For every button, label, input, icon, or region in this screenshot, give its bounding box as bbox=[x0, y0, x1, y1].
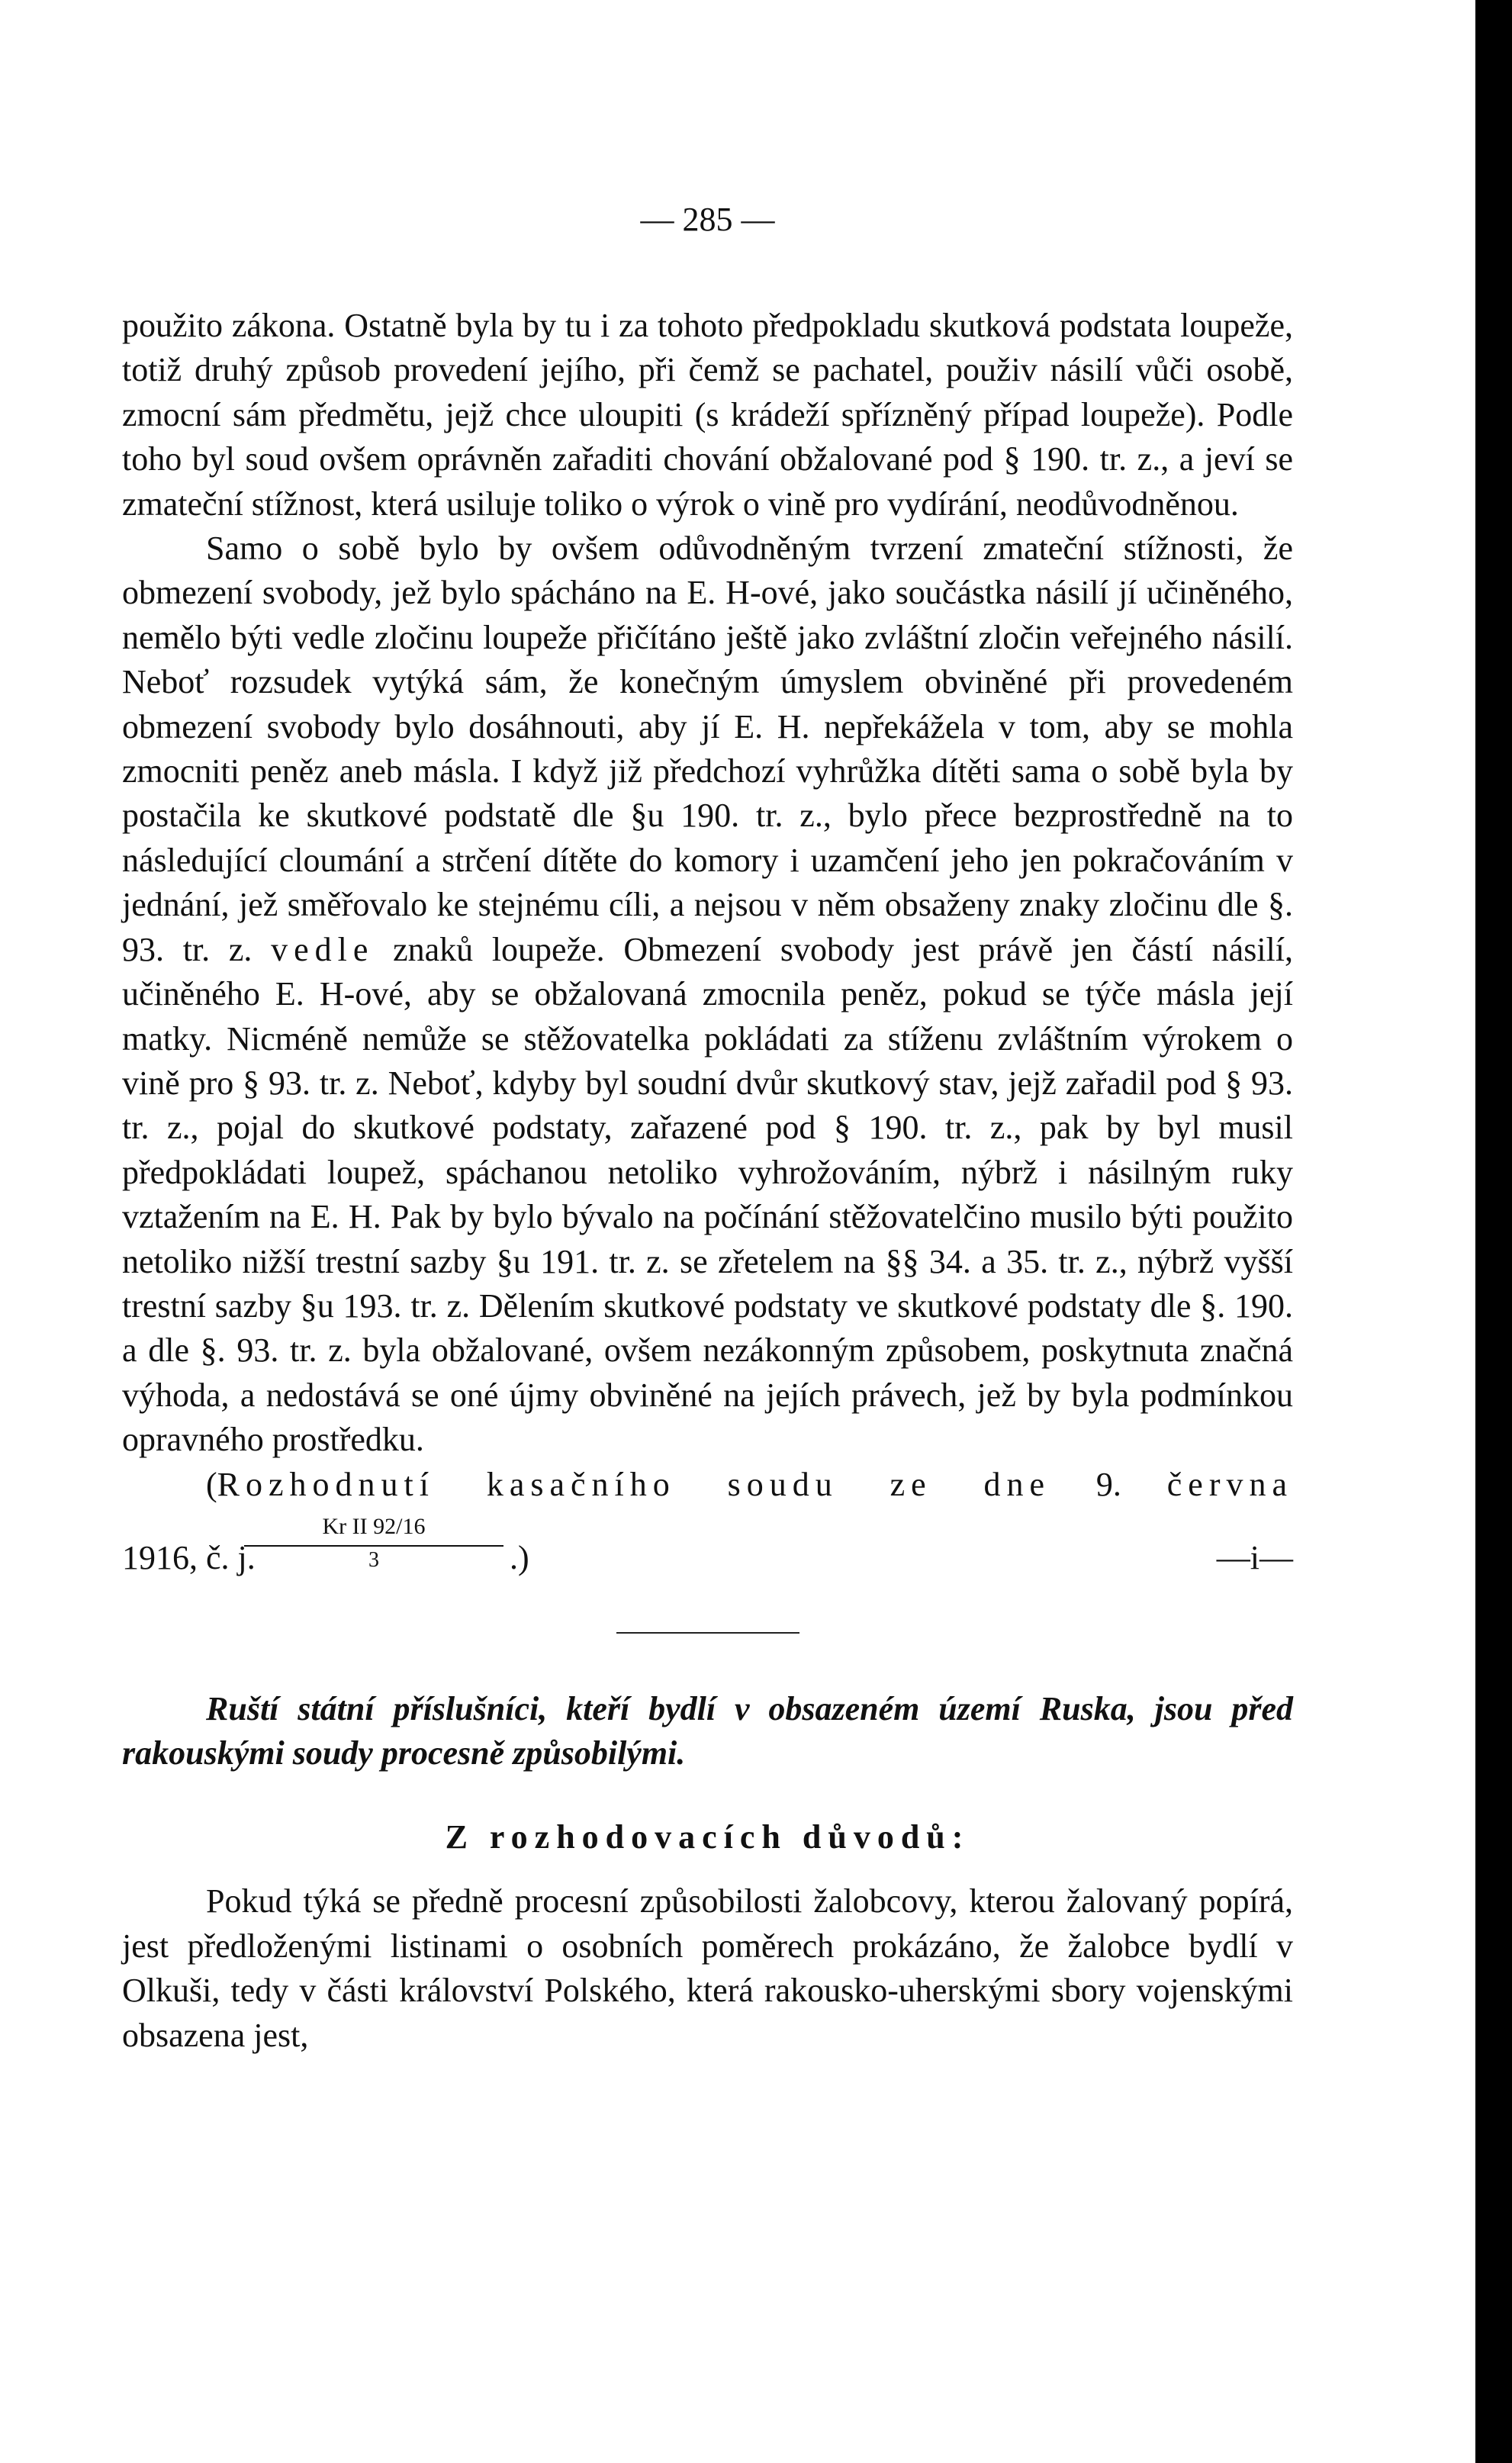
spaced-word-vedle: vedle bbox=[271, 930, 375, 968]
headnote: Ruští státní příslušníci, kteří bydlí v obsazeném území Ruska, jsou před rakouskými soudy procesně způsobilými. bbox=[122, 1689, 1293, 1772]
section-heading: Z rozhodovacích důvodů: bbox=[445, 1817, 970, 1856]
file-number-numerator: Kr II 92/16 bbox=[322, 1513, 426, 1539]
paragraph-2 bbox=[122, 526, 1293, 1463]
citation-month: června bbox=[1166, 1465, 1294, 1503]
paragraph-2-part-a: Samo o sobě bylo by ovšem odůvodněným tvrzení zmateční stížnosti, že obmezení svobody, jež bylo spácháno na E. H-ové, jako součástka násilí jí učiněného, nemělo býti vedle zločinu loupeže přičítáno ještě jako zvláštní zločin veřejného násilí. Neboť rozsudek vytýká sám, že konečným úmyslem obviněné při provedeném obmezení svobody bylo dosáhnouti, aby jí E. H. nepřekážela v tom, aby se mohla zmocniti peněz aneb másla. I když již předchozí vyhrůžka dítěti sama o sobě byla by postačila ke skutkové podstatě dle §u 190. tr. z., bylo přece bezprostředně na to následující cloumání a strčení dítěte do komory i uzamčení jeho jen pokračováním v jednání, jež směřovalo ke stejnému cíli, a nejsou v něm obsaženy znaky zločinu dle §. 93. tr. z. bbox=[122, 530, 1293, 968]
file-number-denominator: 3 bbox=[368, 1547, 379, 1572]
citation-file-number bbox=[244, 1512, 503, 1571]
paragraph-2-part-b: znaků loupeže. Obmezení svobody jest právě jen částí násilí, učiněného E. H-ové, aby se obžalovaná zmocnila peněz, pokud se týče másla její matky. Nicméně nemůže se stěžovatelka pokládati za stíženu zvláštním výrokem o vině pro § 93. tr. z. Neboť, kdyby byl soudní dvůr skutkový stav, jejž zařadil pod § 93. tr. z., pojal do skutkové podstaty, zařazené pod § 190. tr. z., pak by byl musil předpokládati loupež, spáchanou netoliko vyhrožováním, nýbrž i násilným ruky vztažením na E. H. Pak by bylo bývalo na počínání stěžovatelčino musilo býti použito netoliko nižší trestní sazby §u 191. tr. z. se zřetelem na §§ 34. a 35. tr. z., nýbrž vyšší trestní sazby §u 193. tr. z. Dělením skutkové podstaty ve skutkové podstaty dle §. 190. a dle §. 93. tr. z. byla obžalované, ovšem nezákonným způsobem, poskytnuta značná výhoda, a nedostává se oné újmy obviněné na jejích právech, jež by byla podmínkou opravného prostředku. bbox=[122, 930, 1293, 1459]
citation-court: Rozhodnutí kasačního soudu ze dne bbox=[217, 1465, 1051, 1503]
citation-reference bbox=[122, 1507, 1293, 1599]
page-number: — 285 — bbox=[640, 201, 775, 238]
scan-edge bbox=[1475, 0, 1512, 2463]
fraction-bar bbox=[244, 1545, 503, 1547]
section-divider bbox=[616, 1632, 799, 1634]
paragraph-1: použito zákona. Ostatně byla by tu i za tohoto předpokladu skutková podstata loupeže, totiž druhý způsob provedení jejího, při čemž se pachatel, použiv násilí vůči osobě, zmocní sám předmětu, jejž chce uloupiti (s krádeží spřízněný případ loupeže). Podle toho byl soud ovšem oprávněn zařaditi chování obžalované pod § 190. tr. z., a jeví se zmateční stížnost, která usiluje toliko o výrok o vině pro vydírání, neodůvodněnou. bbox=[122, 307, 1293, 523]
citation-day: 9. bbox=[1095, 1465, 1121, 1503]
citation-open-paren: ( bbox=[206, 1465, 217, 1503]
author-initials: —i— bbox=[1216, 1538, 1293, 1576]
citation-line bbox=[122, 1463, 1293, 1507]
document-body bbox=[122, 304, 1293, 2058]
citation-year: 1916, č. j. bbox=[122, 1538, 256, 1576]
paragraph-3: Pokud týká se předně procesní způsobilosti žalobcovy, kterou žalovaný popírá, jest předloženými listinami o osobních poměrech prokázáno, že žalobce bydlí v Olkuši, tedy v části království Polského, která rakousko-uherskými sbory vojenskými obsazena jest, bbox=[122, 1882, 1293, 2054]
citation-close: .) bbox=[510, 1538, 529, 1576]
